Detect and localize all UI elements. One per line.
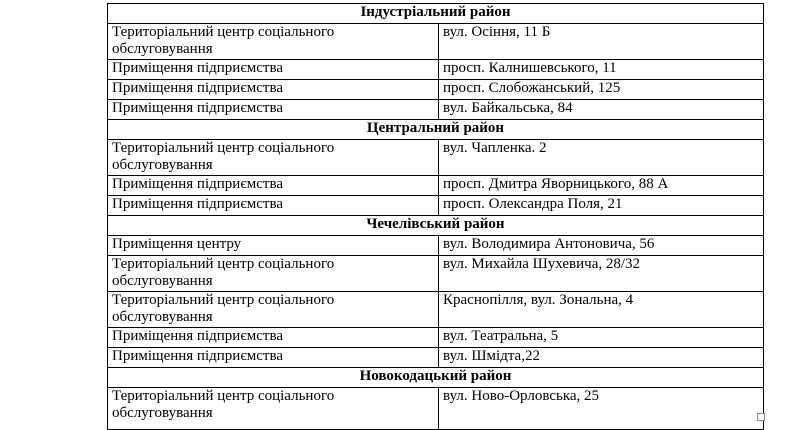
table-row (108, 388, 764, 430)
facility-type-cell: Приміщення підприємства (108, 60, 439, 80)
section-title: Новокодацький район (108, 368, 764, 388)
facility-type-cell: Приміщення підприємства (108, 328, 439, 348)
facility-type-cell: Територіальний центр соціального обслуговування (108, 388, 439, 430)
address-cell: вул. Чапленка. 2 (439, 140, 764, 176)
address-cell: просп. Калнишевського, 11 (439, 60, 764, 80)
table-row (108, 60, 764, 80)
table-row (108, 236, 764, 256)
section-header-row (108, 368, 764, 388)
table-row (108, 256, 764, 292)
address-cell: просп. Слобожанський, 125 (439, 80, 764, 100)
table-row (108, 140, 764, 176)
address-cell: вул. Байкальська, 84 (439, 100, 764, 120)
facility-type-cell: Приміщення підприємства (108, 100, 439, 120)
facility-type-cell: Приміщення підприємства (108, 348, 439, 368)
address-cell: вул. Володимира Антоновича, 56 (439, 236, 764, 256)
facilities-table (107, 3, 764, 430)
section-header-row (108, 120, 764, 140)
address-cell: вул. Ново-Орловська, 25 (439, 388, 764, 430)
address-cell: Краснопілля, вул. Зональна, 4 (439, 292, 764, 328)
address-cell: вул. Шмідта,22 (439, 348, 764, 368)
table-resize-handle (757, 413, 765, 421)
facility-type-cell: Територіальний центр соціального обслуговування (108, 140, 439, 176)
facility-type-cell: Територіальний центр соціального обслуговування (108, 292, 439, 328)
address-cell: просп. Олександра Поля, 21 (439, 196, 764, 216)
table-row (108, 80, 764, 100)
facility-type-cell: Територіальний центр соціального обслуговування (108, 24, 439, 60)
facility-type-cell: Приміщення підприємства (108, 80, 439, 100)
table-row (108, 196, 764, 216)
facility-type-cell: Приміщення підприємства (108, 176, 439, 196)
table-row (108, 292, 764, 328)
table-row (108, 348, 764, 368)
section-title: Чечелівський район (108, 216, 764, 236)
section-header-row (108, 4, 764, 24)
address-cell: просп. Дмитра Яворницького, 88 А (439, 176, 764, 196)
table-row (108, 24, 764, 60)
table-row (108, 100, 764, 120)
address-cell: вул. Театральна, 5 (439, 328, 764, 348)
section-header-row (108, 216, 764, 236)
facility-type-cell: Приміщення центру (108, 236, 439, 256)
facility-type-cell: Приміщення підприємства (108, 196, 439, 216)
address-cell: вул. Михайла Шухевича, 28/32 (439, 256, 764, 292)
section-title: Центральний район (108, 120, 764, 140)
table-row (108, 176, 764, 196)
address-cell: вул. Осіння, 11 Б (439, 24, 764, 60)
facilities-table-container (107, 3, 764, 430)
table-row (108, 328, 764, 348)
section-title: Індустріальний район (108, 4, 764, 24)
facility-type-cell: Територіальний центр соціального обслуговування (108, 256, 439, 292)
